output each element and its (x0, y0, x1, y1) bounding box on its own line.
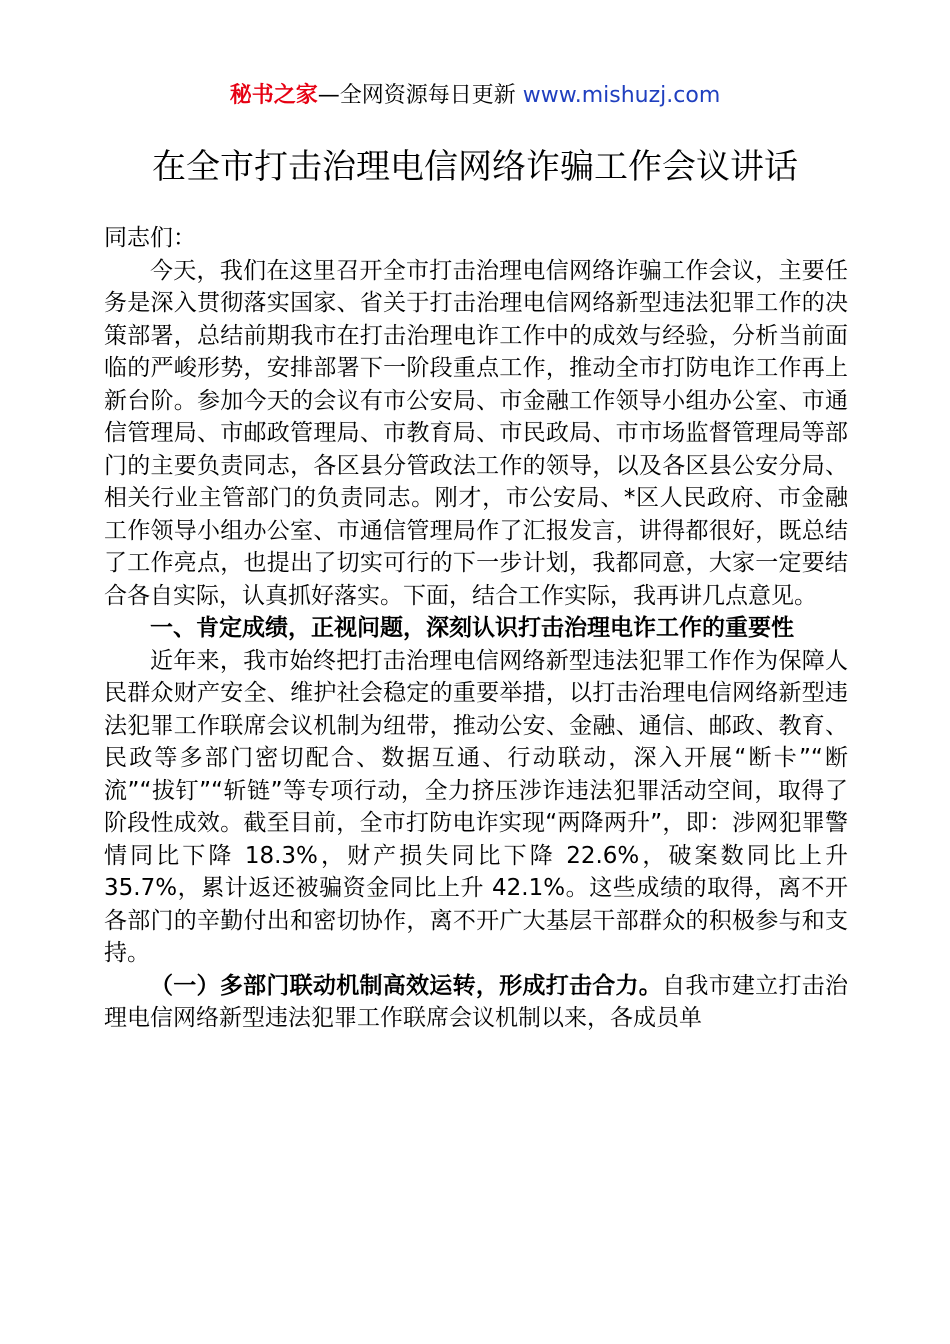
subsection-1-text: 自我市建立打击治理电信网络新型违法犯罪工作联席会议机制以来，各成员单 (104, 972, 849, 1031)
salutation: 同志们： (104, 225, 196, 251)
document-title: 在全市打击治理电信网络诈骗工作会议讲话 (152, 147, 798, 187)
section-heading-1: 一、肯定成绩，正视问题，深刻认识打击治理电诈工作的重要性 (150, 615, 794, 641)
paragraph-achievements: 近年来，我市始终把打击治理电信网络新型违法犯罪工作作为保障人民群众财产安全、维护社会稳定的重要举措，以打击治理电信网络新型违法犯罪工作联席会议机制为纽带，推动公安、金融、通信、邮政、教育、民政等多部门密切配合、数据互通、行动联动，深入开展“断卡”“断流”“拔钉”“斩链”等专项行动，全力挤压涉诈违法犯罪活动空间，取得了阶段性成效。截至目前，全市打防电诈实现“两降两升”，即：涉网犯罪警情同比下降 18.3%，财产损失同比下降 22.6%，破案数同比上升 35.7%，累计返还被骗资金同比上升 42.1%。这些成绩的取得，离不开各部门的辛勤付出和密切协作，离不开广大基层干部群众的积极参与和支持。 (104, 647, 848, 966)
site-brand: 秘书之家 (229, 83, 318, 108)
site-header (0, 80, 950, 112)
site-url-link[interactable]: www.mishuzj.com (522, 83, 721, 108)
document-body (104, 222, 848, 1035)
site-tagline: —全网资源每日更新 (317, 83, 516, 108)
subsection-heading-1: （一）多部门联动机制高效运转，形成打击合力。 (150, 972, 663, 999)
paragraph-subsection-1 (104, 970, 848, 1035)
paragraph-intro: 今天，我们在这里召开全市打击治理电信网络诈骗工作会议，主要任务是深入贯彻落实国家、省关于打击治理电信网络新型违法犯罪工作的决策部署，总结前期我市在打击治理电诈工作中的成效与经验，分析当前面临的严峻形势，安排部署下一阶段重点工作，推动全市打防电诈工作再上新台阶。参加今天的会议有市公安局、市金融工作领导小组办公室、市通信管理局、市邮政管理局、市教育局、市民政局、市市场监督管理局等部门的主要负责同志，各区县分管政法工作的领导，以及各区县公安分局、相关行业主管部门的负责同志。刚才，市公安局、*区人民政府、市金融工作领导小组办公室、市通信管理局作了汇报发言，讲得都很好，既总结了工作亮点，也提出了切实可行的下一步计划，我都同意，大家一定要结合各自实际，认真抓好落实。下面，结合工作实际，我再讲几点意见。 (104, 257, 848, 609)
